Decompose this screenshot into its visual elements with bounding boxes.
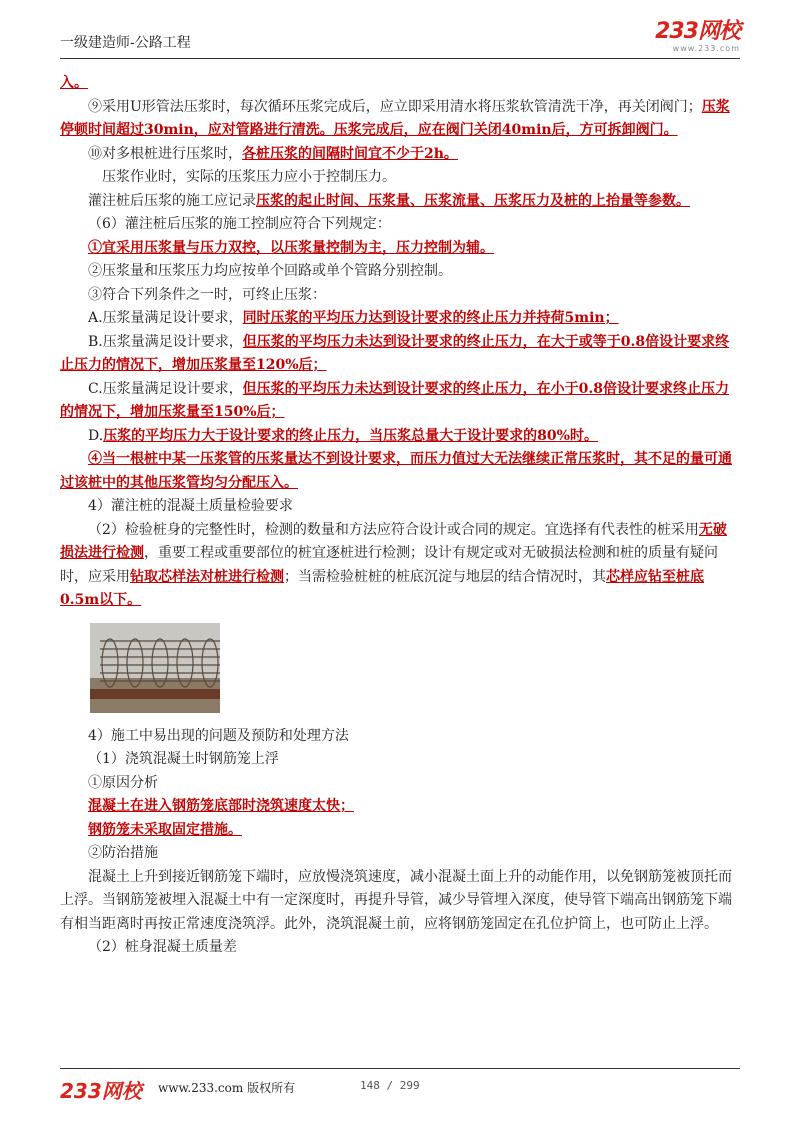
brand-logo[interactable] xyxy=(655,20,740,53)
paragraph: 压浆作业时，实际的压浆压力应小于控制压力。 xyxy=(102,169,396,185)
paragraph: ⑩对多根桩进行压浆时，各桩压浆的间隔时间宜不少于2h。 xyxy=(88,145,458,162)
sub-heading: （2）桩身混凝土质量差 xyxy=(88,939,237,955)
sub-heading: ②防治措施 xyxy=(88,845,158,861)
document-title: 一级建造师-公路工程 xyxy=(60,35,191,51)
page-footer xyxy=(60,1068,740,1109)
page-number: 148 / 299 xyxy=(360,1079,420,1092)
paragraph: B.压浆量满足设计要求，但压浆的平均压力未达到设计要求的终止压力，在大于或等于0.8倍设计要求终止压力的情况下，增加压浆量至120%后； xyxy=(60,333,730,373)
paragraph: 混凝土上升到接近钢筋笼下端时，应放慢浇筑速度，减小混凝土面上升的动能作用，以免钢筋笼被顶托而上浮。当钢筋笼被埋入混凝土中有一定深度时，再提升导管，减少导管埋入深度，使导管下端高出钢筋笼下端有相当距离时再按正常速度浇筑浮。此外，浇筑混凝土前，应将钢筋笼固定在孔位护筒上，也可防止上浮。 xyxy=(60,868,732,932)
paragraph: （6）灌注桩后压浆的施工控制应符合下列规定： xyxy=(88,216,391,232)
section-heading: 4）施工中易出现的问题及预防和处理方法 xyxy=(88,727,349,744)
paragraph: 入。 xyxy=(60,75,88,91)
paragraph: 钢筋笼未采取固定措施。 xyxy=(88,821,242,838)
sub-heading: （1）浇筑混凝土时钢筋笼上浮 xyxy=(88,751,279,767)
section-heading: 4）灌注桩的混凝土质量检验要求 xyxy=(88,498,293,514)
paragraph: A.压浆量满足设计要求，同时压浆的平均压力达到设计要求的终止压力并持荷5min； xyxy=(88,310,619,326)
paragraph: D.压浆的平均压力大于设计要求的终止压力，当压浆总量大于设计要求的80%时。 xyxy=(88,427,598,444)
logo-url: www.233.com xyxy=(672,44,740,53)
rebar-cage-illustration xyxy=(90,623,220,713)
paragraph: 混凝土在进入钢筋笼底部时浇筑速度太快； xyxy=(88,798,354,814)
paragraph: ④当一根桩中某一压浆管的压浆量达不到设计要求，而压力值过大无法继续正常压浆时，其不足的量可通过该桩中的其他压浆管均匀分配压入。 xyxy=(60,451,732,491)
rebar-cage-photo xyxy=(90,623,220,713)
logo-text: 233网校 xyxy=(655,19,740,44)
paragraph: ⑨采用U形管法压浆时，每次循环压浆完成后，应立即采用清水将压浆软管清洗干净，再关闭阀门；压浆停顿时间超过30min，应对管路进行清洗。压浆完成后，应在阀门关闭40min后，方可拆卸阀门。 xyxy=(60,98,730,138)
paragraph: （2）检验桩身的完整性时，检测的数量和方法应符合设计或合同的规定。宜选择有代表性的桩采用无破损法进行检测，重要工程或重要部位的桩宜逐桩进行检测；设计有规定或对无破损法检测和桩的质量有疑问时，应采用钻取芯样法对桩进行检测；当需检验桩桩的桩底沉淀与地层的结合情况时，其芯样应钻至桩底0.5m以下。 xyxy=(60,521,727,608)
document-body xyxy=(60,72,740,960)
footer-logo[interactable]: 233网校 xyxy=(60,1079,142,1103)
paragraph: 灌注桩后压浆的施工应记录压浆的起止时间、压浆量、压浆流量、压浆压力及桩的上抬量等参数。 xyxy=(88,192,690,209)
paragraph: ③符合下列条件之一时，可终止压浆： xyxy=(88,286,326,303)
paragraph: C.压浆量满足设计要求，但压浆的平均压力未达到设计要求的终止压力，在小于0.8倍设计要求终止压力的情况下，增加压浆量至150%后； xyxy=(60,380,730,420)
page-header xyxy=(60,20,740,59)
sub-heading: ①原因分析 xyxy=(88,774,158,791)
paragraph: ②压浆量和压浆压力均应按单个回路或单个管路分别控制。 xyxy=(88,263,452,279)
footer-copyright: www.233.com 版权所有 xyxy=(158,1081,296,1095)
paragraph: ①宜采用压浆量与压力双控，以压浆量控制为主，压力控制为辅。 xyxy=(88,239,494,256)
